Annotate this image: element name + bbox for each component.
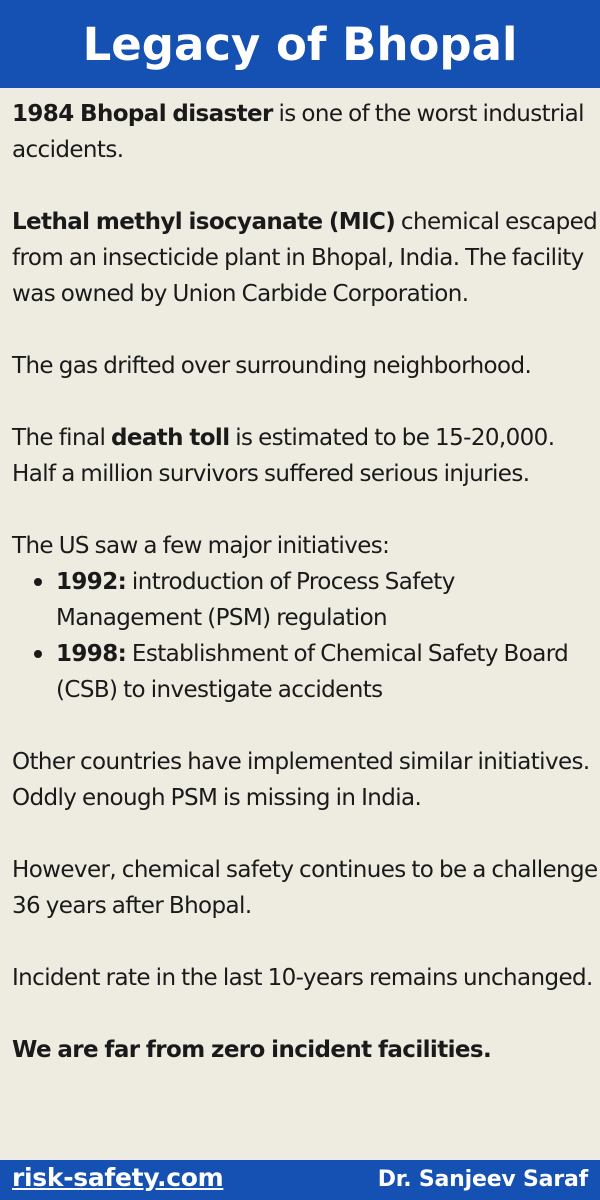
paragraph-text: is one of the worst industrial accidents.	[12, 101, 584, 163]
list-item-text: introduction of Process Safety Management (PSM) regulation	[56, 569, 455, 631]
paragraph-disaster	[12, 96, 600, 168]
website-link[interactable]: risk-safety.com	[12, 1163, 224, 1192]
bold-phrase: 1992:	[56, 569, 127, 595]
paragraph-incident-rate: Incident rate in the last 10-years remains unchanged.	[12, 965, 593, 991]
bold-phrase: 1998:	[56, 641, 127, 667]
paragraph-mic	[12, 204, 600, 312]
title-banner	[0, 0, 600, 88]
paragraph-text: chemical escaped from an insecticide plant in Bhopal, India. The facility was owned by Union Carbide Corporation.	[12, 209, 598, 307]
initiatives-list	[12, 564, 600, 708]
list-item	[12, 564, 600, 636]
bullet-icon	[34, 578, 42, 586]
paragraph-death-toll	[12, 420, 600, 492]
bold-phrase: 1984 Bhopal disaster	[12, 101, 273, 127]
paragraph-text: is estimated to be 15-20,000. Half a million survivors suffered serious injuries.	[12, 425, 555, 487]
paragraph-conclusion	[12, 1032, 600, 1068]
paragraph-other-countries: Other countries have implemented similar initiatives. Oddly enough PSM is missing in India.	[12, 749, 590, 811]
paragraph-challenge: However, chemical safety continues to be a challenge 36 years after Bhopal.	[12, 857, 598, 919]
paragraph-text: The final	[12, 425, 111, 451]
bold-phrase: Lethal methyl isocyanate (MIC)	[12, 209, 396, 235]
paragraph-us-initiatives: The US saw a few major initiatives:	[12, 533, 390, 559]
author-name: Dr. Sanjeev Saraf	[377, 1167, 588, 1192]
bold-phrase: death toll	[110, 425, 230, 451]
page-title: Legacy of Bhopal	[82, 17, 518, 71]
bullet-icon	[34, 650, 42, 658]
list-item	[12, 636, 600, 708]
paragraph-gas: The gas drifted over surrounding neighborhood.	[12, 353, 532, 379]
list-item-text: Establishment of Chemical Safety Board (CSB) to investigate accidents	[56, 641, 569, 703]
bold-phrase: We are far from zero incident facilities.	[12, 1037, 492, 1063]
footer-bar	[0, 1160, 600, 1200]
article-body	[12, 96, 600, 1104]
